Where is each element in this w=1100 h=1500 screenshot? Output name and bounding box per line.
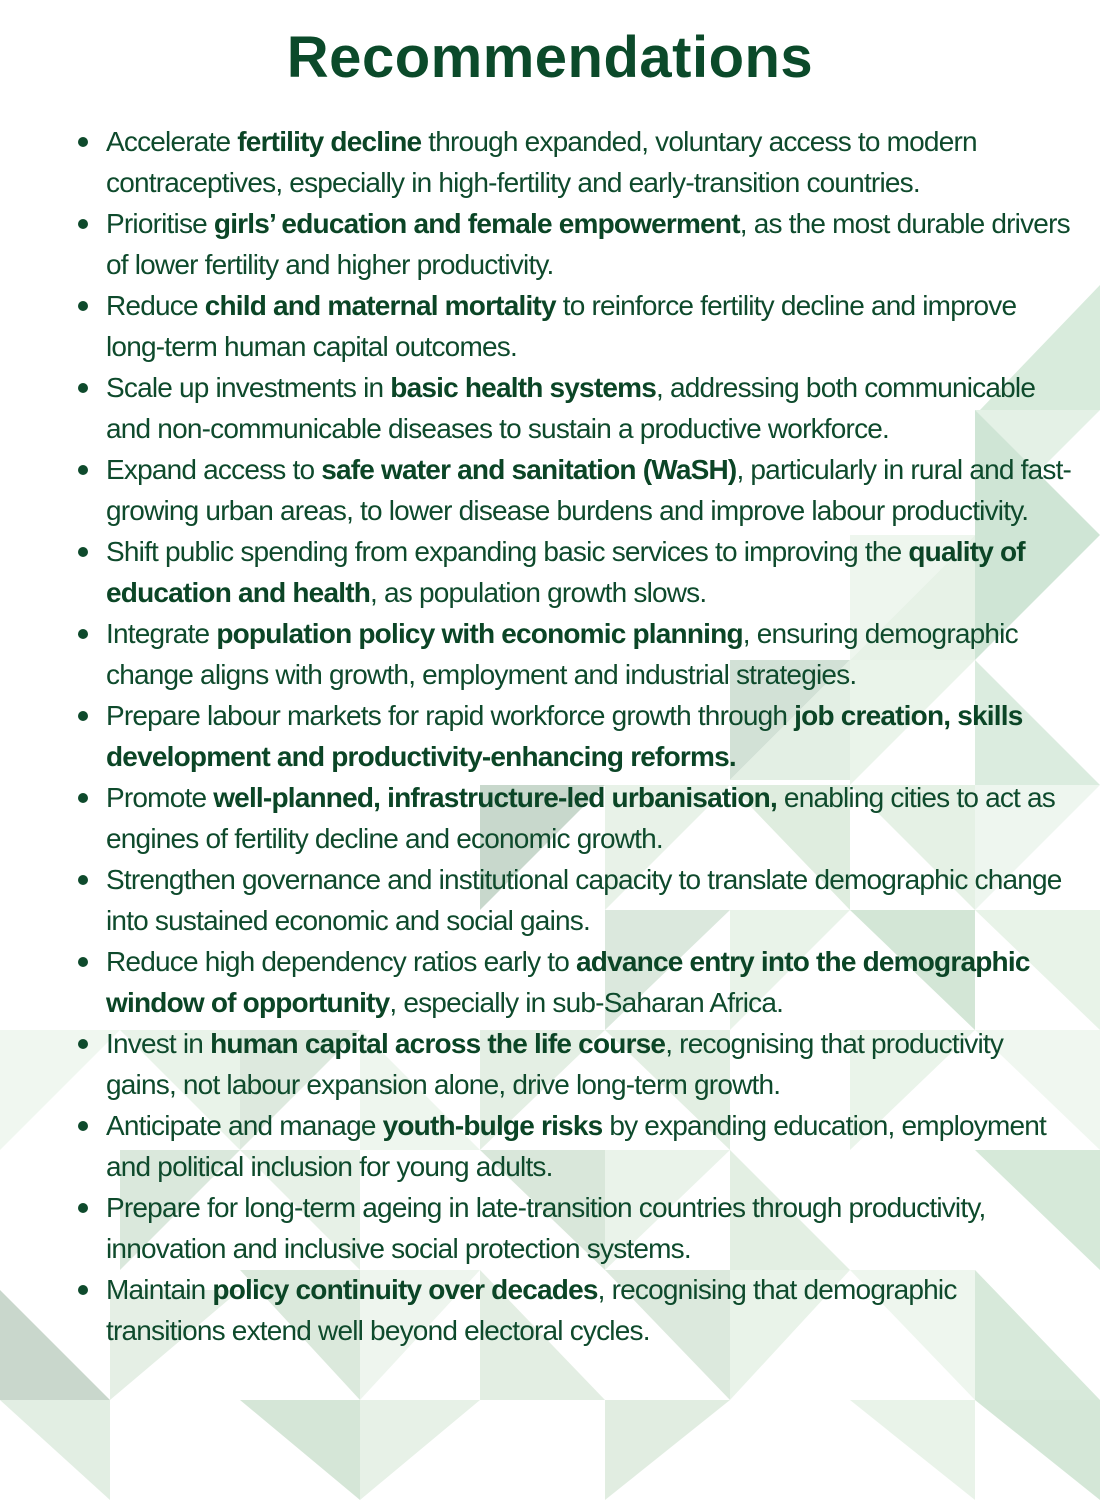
recommendation-item: [106, 1105, 1074, 1187]
recommendation-item: [106, 285, 1074, 367]
recommendation-text-continued: through expanded, voluntary access to modern contraceptives, especially in high-fertility and early-transition countries.: [106, 126, 977, 198]
recommendation-emphasis: population policy with economic planning: [216, 618, 743, 649]
page-title: Recommendations: [286, 25, 814, 90]
recommendation-text-continued: enabling cities to act as engines of fertility decline and economic growth.: [106, 782, 1055, 854]
recommendation-text-continued: , addressing both communicable and non-communicable diseases to sustain a productive workforce.: [106, 372, 1036, 444]
recommendation-item: [106, 859, 1074, 941]
recommendation-text: Reduce: [106, 290, 205, 321]
recommendation-emphasis: human capital across the life course: [210, 1028, 666, 1059]
recommendation-text: Strengthen governance and institutional capacity to translate demographic change into sustained economic and social gains.: [106, 864, 1062, 936]
recommendation-item: [106, 777, 1074, 859]
recommendation-emphasis: well-planned, infrastructure-led urbanisation,: [213, 782, 777, 813]
recommendation-item: [106, 121, 1074, 203]
recommendation-text: Scale up investments in: [106, 372, 391, 403]
recommendation-item: [106, 1269, 1074, 1351]
recommendation-emphasis: fertility decline: [237, 126, 422, 157]
recommendation-text-continued: to reinforce fertility decline and improve long-term human capital outcomes.: [106, 290, 1017, 362]
recommendation-text: Reduce high dependency ratios early to: [106, 946, 577, 977]
recommendation-text: Promote: [106, 782, 214, 813]
recommendation-text-continued: , recognising that productivity gains, not labour expansion alone, drive long-term growth.: [106, 1028, 1004, 1100]
recommendation-emphasis: policy continuity over decades: [212, 1274, 598, 1305]
recommendation-text: Expand access to: [106, 454, 322, 485]
recommendation-text-continued: by expanding education, employment and political inclusion for young adults.: [106, 1110, 1047, 1182]
recommendation-text: Prepare labour markets for rapid workforce growth through: [106, 700, 795, 731]
recommendation-item: [106, 367, 1074, 449]
recommendation-item: [106, 1023, 1074, 1105]
recommendation-item: [106, 695, 1074, 777]
recommendation-text-continued: , ensuring demographic change aligns with growth, employment and industrial strategies.: [106, 618, 1018, 690]
recommendation-text-continued: , recognising that demographic transitions extend well beyond electoral cycles.: [106, 1274, 957, 1346]
recommendation-text: Prepare for long-term ageing in late-transition countries through productivity, innovation and inclusive social protection systems.: [106, 1192, 986, 1264]
recommendation-emphasis: youth-bulge risks: [382, 1110, 603, 1141]
recommendation-text: Anticipate and manage: [106, 1110, 383, 1141]
recommendation-text-continued: , particularly in rural and fast-growing urban areas, to lower disease burdens and improve labour productivity.: [106, 454, 1072, 526]
recommendation-text-continued: , as the most durable drivers of lower fertility and higher productivity.: [106, 208, 1070, 280]
recommendation-item: [106, 1187, 1074, 1269]
recommendation-text: Maintain: [106, 1274, 213, 1305]
recommendation-item: [106, 941, 1074, 1023]
recommendation-text-continued: , especially in sub-Saharan Africa.: [389, 987, 784, 1018]
recommendation-emphasis: child and maternal mortality: [204, 290, 556, 321]
recommendation-emphasis: girls’ education and female empowerment: [213, 208, 740, 239]
recommendation-emphasis: job creation, skills development and productivity-enhancing reforms.: [106, 700, 1023, 772]
recommendation-text: Prioritise: [106, 208, 214, 239]
recommendation-item: [106, 531, 1074, 613]
recommendation-emphasis: quality of education and health: [106, 536, 1025, 608]
recommendation-text-continued: , as population growth slows.: [370, 577, 707, 608]
recommendation-text: Invest in: [106, 1028, 211, 1059]
recommendation-text: Accelerate: [106, 126, 238, 157]
recommendation-item: [106, 203, 1074, 285]
recommendation-emphasis: advance entry into the demographic window of opportunity: [106, 946, 1030, 1018]
recommendations-list: [106, 121, 1074, 1351]
recommendation-item: [106, 449, 1074, 531]
recommendation-item: [106, 613, 1074, 695]
recommendation-emphasis: safe water and sanitation (WaSH): [321, 454, 737, 485]
recommendation-text: Integrate: [106, 618, 217, 649]
recommendation-text: Shift public spending from expanding basic services to improving the: [106, 536, 909, 567]
recommendation-emphasis: basic health systems: [390, 372, 656, 403]
